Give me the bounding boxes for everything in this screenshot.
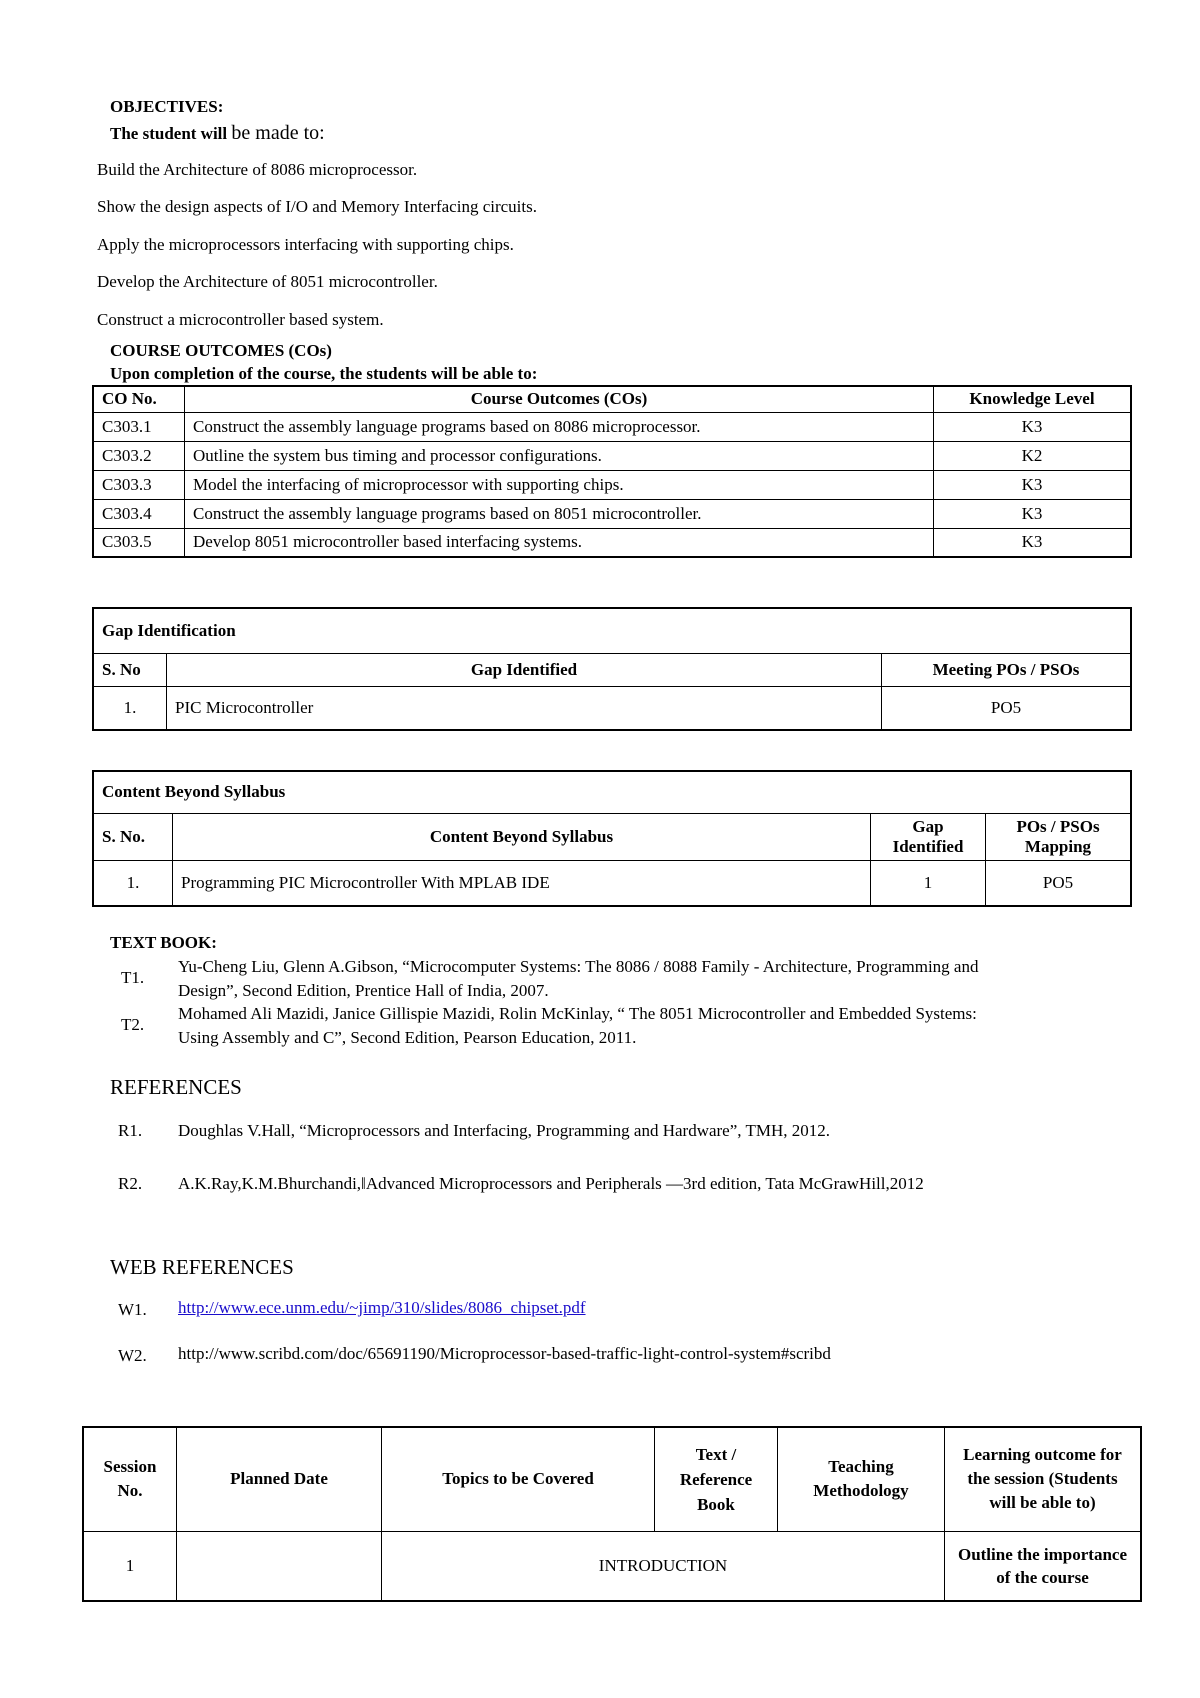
textbook-line: Design”, Second Edition, Prentice Hall of India, 2007. [178, 981, 549, 1000]
session-topic: INTRODUCTION [382, 1531, 945, 1601]
co-outcome: Construct the assembly language programs based on 8051 microcontroller. [185, 499, 934, 528]
col-header: Gap Identified [871, 813, 986, 860]
col-header: Text / Reference Book [655, 1427, 778, 1531]
col-header: Knowledge Level [934, 386, 1132, 412]
table-row [93, 412, 1131, 441]
objective-item: Apply the microprocessors interfacing with supporting chips. [97, 235, 514, 254]
textbook-line: Using Assembly and C”, Second Edition, Pearson Education, 2011. [178, 1028, 637, 1047]
cbs-po: PO5 [986, 860, 1132, 906]
co-outcome: Construct the assembly language programs based on 8086 microprocessor. [185, 412, 934, 441]
table-row [93, 860, 1131, 906]
col-header: Course Outcomes (COs) [185, 386, 934, 412]
co-number: C303.3 [93, 470, 185, 499]
col-header: CO No. [93, 386, 185, 412]
objectives-intro-bold: The student will [110, 124, 228, 143]
objective-item: Develop the Architecture of 8051 microcontroller. [97, 272, 438, 291]
session-outcome: Outline the importance of the course [945, 1531, 1142, 1601]
col-header: Session No. [83, 1427, 177, 1531]
reference-label: R1. [118, 1121, 143, 1140]
table-header-row [93, 386, 1131, 412]
references-heading: REFERENCES [110, 1075, 242, 1099]
session-number: 1 [83, 1531, 177, 1601]
col-header: Gap Identified [167, 653, 882, 686]
co-outcome: Model the interfacing of microprocessor with supporting chips. [185, 470, 934, 499]
table-row [83, 1531, 1141, 1601]
col-header: S. No [93, 653, 167, 686]
table-row [93, 686, 1131, 730]
co-number: C303.5 [93, 528, 185, 557]
col-header: Planned Date [177, 1427, 382, 1531]
textbook-label: T2. [121, 1015, 145, 1034]
co-outcome: Develop 8051 microcontroller based interfacing systems. [185, 528, 934, 557]
col-header: Meeting POs / PSOs [882, 653, 1132, 686]
cbs-sno: 1. [93, 860, 173, 906]
objective-item: Build the Architecture of 8086 microprocessor. [97, 160, 418, 179]
reference-text: A.K.Ray,K.M.Bhurchandi,‖Advanced Microprocessors and Peripherals —3rd edition, Tata McGrawHill,2012 [178, 1174, 924, 1193]
textbook-line: Yu-Cheng Liu, Glenn A.Gibson, “Microcomputer Systems: The 8086 / 8088 Family - Architecture, Programming and [178, 957, 979, 976]
objective-item: Construct a microcontroller based system. [97, 310, 384, 329]
web-reference-label: W2. [118, 1346, 147, 1365]
gap-identified: PIC Microcontroller [167, 686, 882, 730]
course-outcomes-subheading: Upon completion of the course, the students will be able to: [110, 364, 538, 383]
course-outcomes-heading: COURSE OUTCOMES (COs) [110, 341, 332, 360]
web-reference-label: W1. [118, 1300, 147, 1319]
table-title-row [93, 771, 1131, 813]
gap-table-title: Gap Identification [93, 608, 1131, 653]
co-outcome: Outline the system bus timing and processor configurations. [185, 441, 934, 470]
gap-identification-table [92, 607, 1132, 731]
content-beyond-syllabus-table [92, 770, 1132, 907]
objective-item: Show the design aspects of I/O and Memory Interfacing circuits. [97, 197, 537, 216]
web-references-heading: WEB REFERENCES [110, 1255, 294, 1279]
co-number: C303.4 [93, 499, 185, 528]
textbook-line: Mohamed Ali Mazidi, Janice Gillispie Mazidi, Rolin McKinlay, “ The 8051 Microcontroller and Embedded Systems: [178, 1004, 977, 1023]
gap-po: PO5 [882, 686, 1132, 730]
table-row [93, 441, 1131, 470]
col-header: Teaching Methodology [778, 1427, 945, 1531]
co-level: K2 [934, 441, 1132, 470]
table-row [93, 528, 1131, 557]
col-header: Topics to be Covered [382, 1427, 655, 1531]
course-outcomes-table [92, 385, 1132, 558]
session-plan-table [82, 1426, 1142, 1602]
col-header: Learning outcome for the session (Students will be able to) [945, 1427, 1142, 1531]
table-title-row [93, 608, 1131, 653]
objectives-heading: OBJECTIVES: [110, 97, 224, 116]
co-number: C303.1 [93, 412, 185, 441]
co-level: K3 [934, 499, 1132, 528]
web-reference-text: http://www.scribd.com/doc/65691190/Microprocessor-based-traffic-light-control-system#scribd [178, 1344, 831, 1363]
objectives-intro-rest: be made to: [231, 122, 325, 144]
co-number: C303.2 [93, 441, 185, 470]
co-level: K3 [934, 412, 1132, 441]
textbook-label: T1. [121, 968, 145, 987]
textbook-heading: TEXT BOOK: [110, 933, 217, 952]
col-header: POs / PSOs Mapping [986, 813, 1132, 860]
table-header-row [93, 813, 1131, 860]
cbs-table-title: Content Beyond Syllabus [93, 771, 1131, 813]
table-row [93, 499, 1131, 528]
reference-label: R2. [118, 1174, 143, 1193]
session-planned-date [177, 1531, 382, 1601]
co-level: K3 [934, 528, 1132, 557]
reference-text: Doughlas V.Hall, “Microprocessors and Interfacing, Programming and Hardware”, TMH, 2012. [178, 1121, 830, 1140]
col-header: Content Beyond Syllabus [173, 813, 871, 860]
objectives-intro [110, 122, 325, 145]
web-reference-link[interactable]: http://www.ece.unm.edu/~jimp/310/slides/8086_chipset.pdf [178, 1298, 586, 1317]
table-header-row [93, 653, 1131, 686]
col-header: S. No. [93, 813, 173, 860]
table-header-row [83, 1427, 1141, 1531]
co-level: K3 [934, 470, 1132, 499]
cbs-gap: 1 [871, 860, 986, 906]
table-row [93, 470, 1131, 499]
gap-sno: 1. [93, 686, 167, 730]
cbs-content: Programming PIC Microcontroller With MPLAB IDE [173, 860, 871, 906]
